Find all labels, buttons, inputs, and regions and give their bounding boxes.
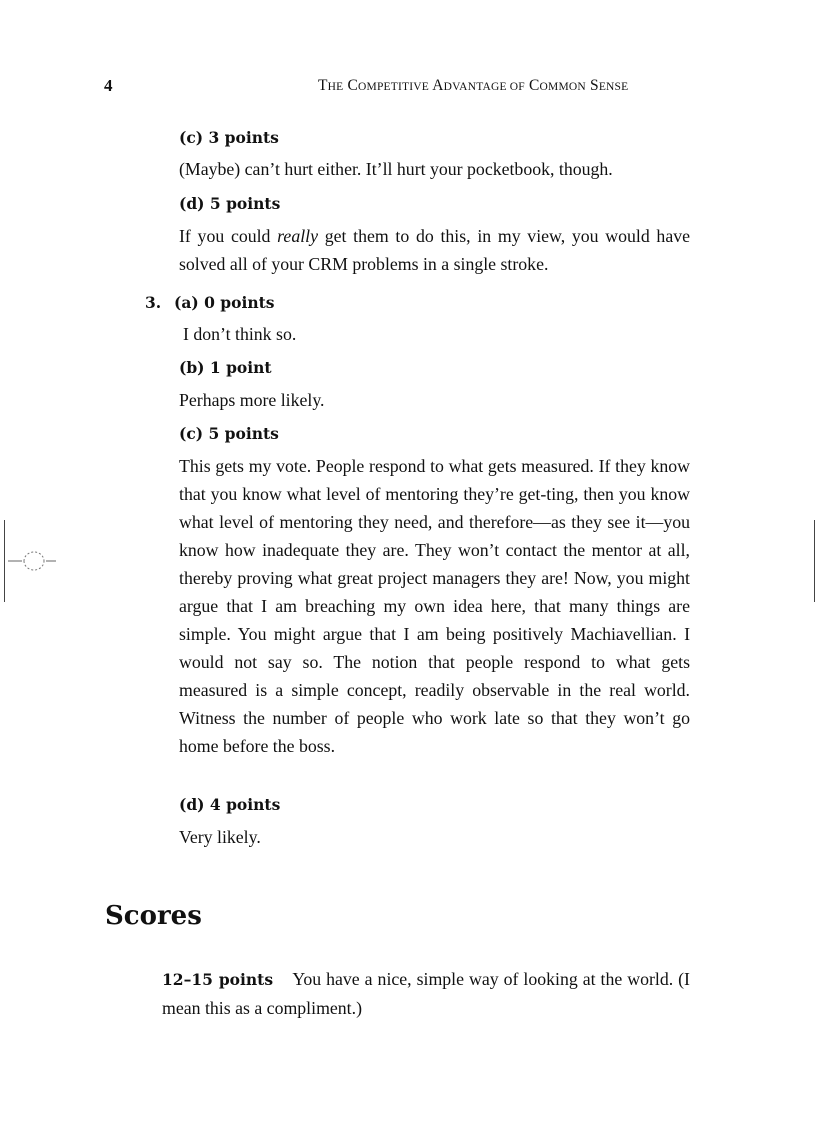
- registration-mark-icon: [8, 548, 56, 576]
- crop-mark-right: [814, 520, 815, 602]
- answer-label-3a: (a) 0 points: [174, 293, 275, 312]
- page-number: 4: [104, 76, 113, 95]
- score-entry: [162, 965, 690, 1022]
- answer-text-3c: This gets my vote. People respond to what gets measured. If they know that you know what level of mentoring they’re get-ting, then you know what level of mentoring they need, and therefore—as they see it—you know how inadequate they are. They won’t contact the mentor at all, thereby proving what great project managers they are! Now, you might argue that I am breaching my own idea here, that many things are simple. You might argue that I am being positively Machiavellian. I would not say so. The notion that people respond to what gets measured is a simple concept, readily observable in the real world. Witness the number of people who work late so that they won’t go home before the boss.: [179, 456, 690, 756]
- answer-text-3d: Very likely.: [179, 827, 261, 847]
- answer-text-3a: I don’t think so.: [183, 324, 297, 344]
- running-head: THE COMPETITIVE ADVANTAGE OF COMMON SENSE: [318, 77, 629, 94]
- answer-text-3b: Perhaps more likely.: [179, 390, 325, 410]
- score-range-label: 12–15 points: [162, 970, 274, 989]
- answer-label-3d: (d) 4 points: [179, 795, 281, 814]
- answer-label-3c: (c) 5 points: [179, 424, 279, 443]
- answer-label-3b: (b) 1 point: [179, 358, 272, 377]
- score-description: You have a nice, simple way of looking at the world. (I mean this as a compliment.): [162, 969, 690, 1018]
- answer-text-2d: If you could really get them to do this, in my view, you would have solved all of your CRM problems in a single stroke.: [179, 226, 690, 274]
- section-heading-scores: Scores: [105, 901, 202, 931]
- crop-mark-left: [4, 520, 5, 602]
- question-number-3: 3.: [145, 293, 162, 312]
- answer-label-2d: (d) 5 points: [179, 194, 281, 213]
- answer-label-2c: (c) 3 points: [179, 128, 279, 147]
- answer-text-2c: (Maybe) can’t hurt either. It’ll hurt your pocketbook, though.: [179, 159, 613, 179]
